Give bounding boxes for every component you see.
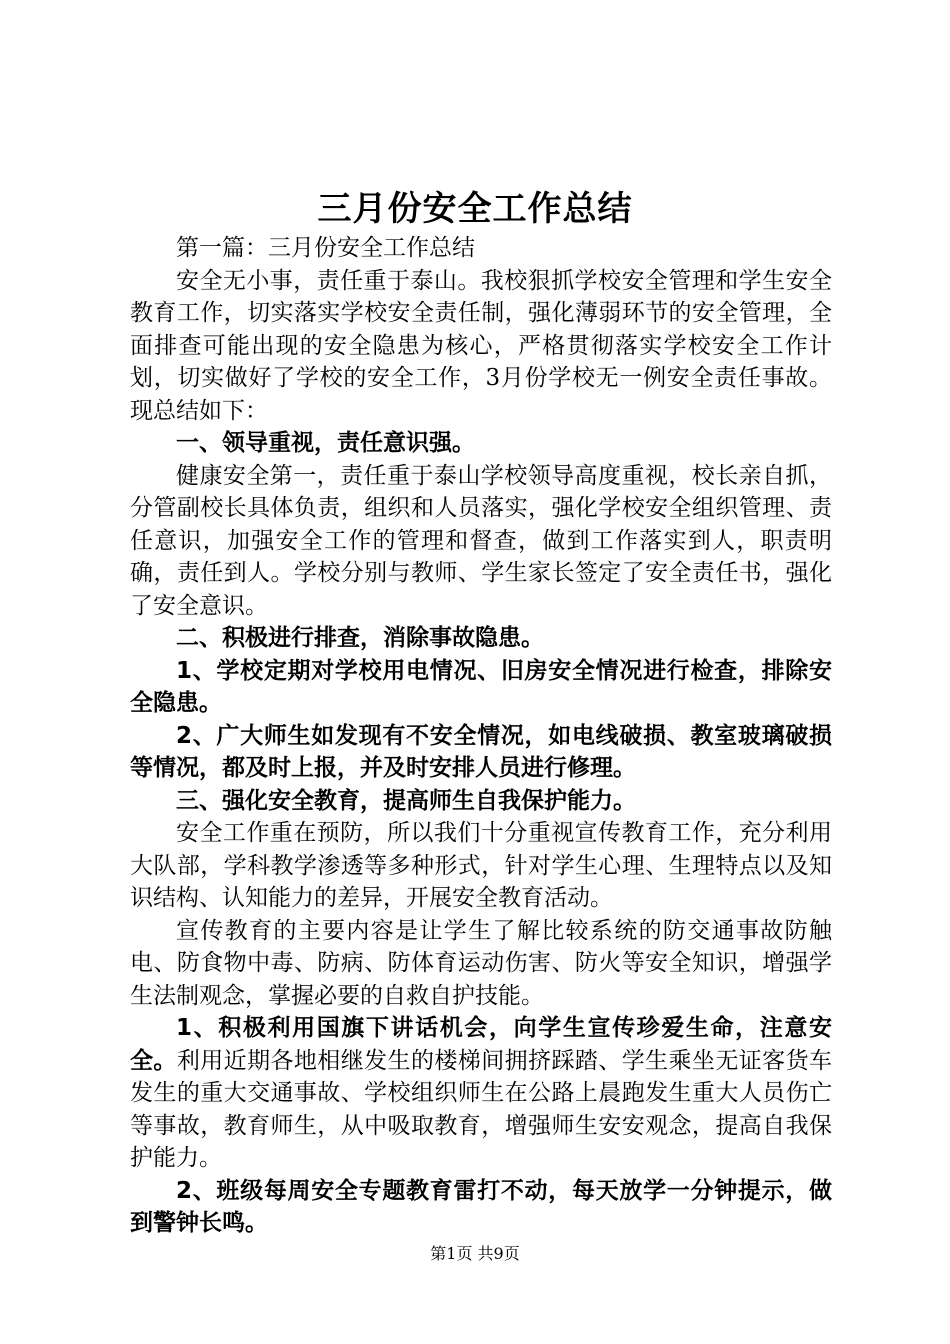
document-title: 三月份安全工作总结	[317, 189, 633, 229]
paragraph-flag-speech	[130, 1012, 832, 1175]
flag-speech-bold-lead: 1、积极利用国旗下讲话机会，向学生宣传珍爱生命，注意安全。	[130, 1015, 832, 1074]
document-body	[130, 232, 832, 1240]
paragraph-leadership: 健康安全第一，责任重于泰山学校领导高度重视，校长亲自抓，分管副校长具体负责，组织和人员落实，强化学校安全组织管理、责任意识，加强安全工作的管理和督查，做到工作落实到人，职责明确，责任到人。学校分别与教师、学生家长签定了安全责任书，强化了安全意识。	[130, 462, 832, 619]
section-heading-1: 一、领导重视，责任意识强。	[176, 430, 475, 456]
paragraph-inspection-1: 1、学校定期对学校用电情况、旧房安全情况进行检查，排除安全隐患。	[130, 657, 832, 716]
page-number-footer: 第1页 共9页	[430, 1244, 520, 1263]
paragraph-intro: 安全无小事，责任重于泰山。我校狠抓学校安全管理和学生安全教育工作，切实落实学校安全责任制，强化薄弱环节的安全管理，全面排查可能出现的安全隐患为核心，严格贯彻落实学校安全工作计划，切实做好了学校的安全工作，3月份学校无一例安全责任事故。现总结如下：	[130, 267, 832, 424]
section-heading-2: 二、积极进行排查，消除事故隐患。	[176, 625, 544, 651]
section-heading-3: 三、强化安全教育，提高师生自我保护能力。	[176, 787, 636, 814]
flag-speech-rest: 利用近期各地相继发生的楼梯间拥挤踩踏、学生乘坐无证客货车发生的重大交通事故、学校组织师生在公路上晨跑发生重大人员伤亡等事故，教育师生，从中吸取教育，增强师生安安观念，提高自我保护能力。	[130, 1047, 833, 1171]
paragraph-education-content: 宣传教育的主要内容是让学生了解比较系统的防交通事故防触电、防食物中毒、防病、防体育运动伤害、防火等安全知识，增强学生法制观念，掌握必要的自救自护技能。	[130, 917, 832, 1009]
paragraph-prevention: 安全工作重在预防，所以我们十分重视宣传教育工作，充分利用大队部，学科教学渗透等多种形式，针对学生心理、生理特点以及知识结构、认知能力的差异，开展安全教育活动。	[130, 820, 832, 911]
paragraph-inspection-2: 2、广大师生如发现有不安全情况，如电线破损、教室玻璃破损等情况，都及时上报，并及时安排人员进行修理。	[130, 722, 832, 781]
paragraph-weekly-class: 2、班级每周安全专题教育雷打不动，每天放学一分钟提示，做到警钟长鸣。	[130, 1177, 832, 1236]
paragraph-part-heading: 第一篇：三月份安全工作总结	[176, 235, 475, 261]
